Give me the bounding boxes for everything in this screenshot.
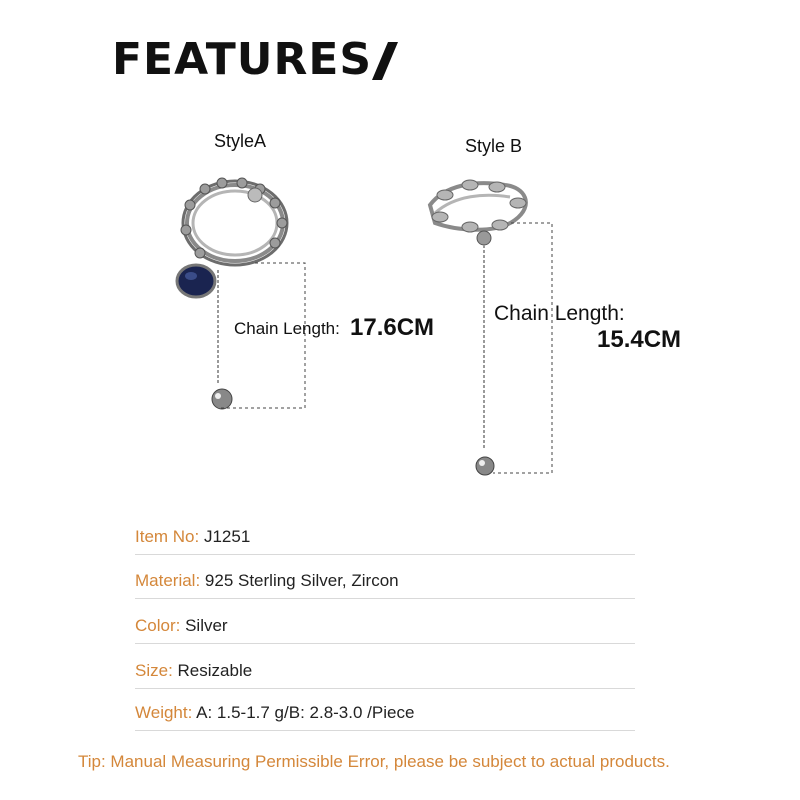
spec-key: Weight: — [135, 703, 193, 722]
spec-value: 925 Sterling Silver, Zircon — [200, 571, 399, 590]
spec-value: Silver — [180, 616, 228, 635]
spec-row-size — [135, 658, 635, 689]
spec-key: Material: — [135, 571, 201, 590]
tip-note: Tip: Manual Measuring Permissible Error, please be subject to actual products. — [78, 752, 670, 771]
page-title: FEATURES — [112, 34, 373, 85]
spec-row-weight — [135, 700, 635, 731]
spec-key: Size: — [135, 661, 173, 680]
style-b-label: Style B — [465, 136, 523, 156]
style-a-chain-length-label: Chain Length: — [234, 319, 340, 338]
style-a-chain-length-value: 17.6CM — [350, 314, 435, 341]
spec-key: Item No: — [135, 527, 200, 546]
spec-key: Color: — [135, 616, 181, 635]
spec-row-color — [135, 613, 635, 644]
slash-icon — [370, 40, 400, 82]
spec-value: J1251 — [199, 527, 251, 546]
spec-row-material — [135, 568, 635, 599]
spec-value: A: 1.5-1.7 g/B: 2.8-3.0 /Piece — [192, 703, 415, 722]
style-b-chain-length-label: Chain Length: — [494, 302, 625, 325]
spec-row-item-no — [135, 524, 635, 555]
spec-value: Resizable — [172, 661, 253, 680]
style-a-label: StyleA — [214, 131, 267, 151]
style-b-chain-length-value: 15.4CM — [597, 326, 682, 353]
